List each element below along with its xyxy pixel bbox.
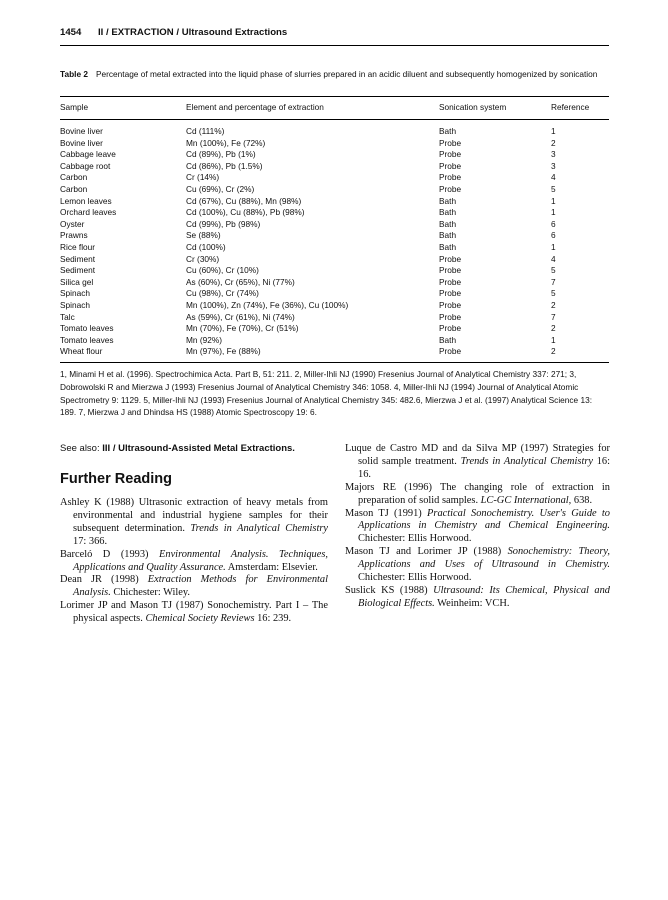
reference-details: Chichester: Wiley.	[110, 587, 191, 599]
reference-title: Trends in Analytical Chemistry	[190, 522, 328, 534]
table-cell: Rice flour	[60, 241, 96, 252]
table-cell: As (60%), Cr (65%), Ni (77%)	[186, 276, 295, 287]
table-cell: 1	[551, 126, 556, 136]
table-cell: 3	[551, 149, 556, 160]
table-cell: 1	[551, 207, 556, 218]
table-cell: Cd (100%)	[186, 241, 226, 252]
table-cell: 2	[551, 346, 556, 357]
table-cell: Probe	[439, 299, 462, 310]
table-cell: Bath	[439, 126, 457, 136]
table-cell: Cu (98%), Cr (74%)	[186, 288, 259, 299]
table-row	[60, 161, 609, 173]
see-also-prefix: See also:	[60, 443, 100, 454]
table-cell: 5	[551, 288, 556, 299]
table-cell: 4	[551, 253, 556, 264]
table-cell: Cu (60%), Cr (10%)	[186, 265, 259, 276]
reference-text: Mason TJ (1991)	[345, 507, 428, 519]
table-row	[60, 265, 609, 277]
table-row	[60, 196, 609, 208]
reference-title: LC-GC International,	[480, 494, 572, 506]
reference-item	[345, 585, 610, 611]
table-cell: Spinach	[60, 299, 90, 310]
table-cell: Probe	[439, 323, 462, 334]
reference-title: Ultrasound: Its Chemical, Physical and Biological Effects.	[358, 584, 610, 609]
table-cell: Probe	[439, 346, 462, 357]
table-cell: Mn (70%), Fe (70%), Cr (51%)	[186, 323, 299, 334]
table-cell: 5	[551, 265, 556, 276]
reference-item	[345, 443, 610, 482]
table-footnote: 1, Minami H et al. (1996). Spectrochimica Acta. Part B, 51: 211. 2, Miller-Ihli NJ (1990) Fresenius Journal of Analytical Chemistry 337: 271; 3, Dobrowolski R and Mierzwa J (1993) Fresenius Journal of Analytical Chemistry 346: 1058. 4, Miller-Ihli NJ (1994) Journal of Analytical Atomic Spectrometry 9: 1129. 5, Miller-Ihli NJ (1993) Fresenius Journal of Analytical Chemistry 345: 482.6, Mierzwa J et al. (1997) Analytical Science 13: 189. 7, Mierzwa J and Dhindsa HS (1988) Atomic Spectroscopy 19: 6.	[60, 369, 593, 418]
reference-item	[345, 482, 610, 508]
column-header: Sonication system	[439, 102, 507, 112]
reference-text: Ashley K (1988) Ultrasonic extraction of heavy metals from environmental and industrial hygiene samples for their subsequent determination.	[60, 497, 328, 534]
table-row	[60, 300, 609, 312]
table-cell: Carbon	[60, 183, 88, 194]
table-cell: Probe	[439, 149, 462, 160]
reference-title: Practical Sonochemistry. User's Guide to Applications in Chemistry and Chemical Engineering.	[358, 507, 610, 532]
table-cell: Bath	[439, 230, 457, 241]
reference-text: Suslick KS (1988)	[345, 584, 434, 596]
section-title: II / EXTRACTION / Ultrasound Extractions	[98, 27, 288, 38]
running-header	[60, 27, 609, 38]
table-row	[60, 149, 609, 161]
table-row	[60, 254, 609, 266]
reference-text: Luque de Castro MD and da Silva MP (1997) Strategies for solid sample treatment.	[345, 443, 610, 467]
column-header: Sample	[60, 102, 89, 112]
table-row	[60, 335, 609, 347]
table-bottom-rule	[60, 362, 609, 363]
reference-list-left	[60, 497, 328, 626]
table-cell: Mn (92%)	[186, 334, 222, 345]
table-row	[60, 230, 609, 242]
reference-item	[60, 574, 328, 600]
table-cell: 6	[551, 218, 556, 229]
table-header-rule	[60, 119, 609, 120]
table-cell: Probe	[439, 160, 462, 171]
table-row	[60, 312, 609, 324]
reference-text: Dean JR (1998)	[60, 574, 148, 586]
table-cell: Cabbage leave	[60, 149, 116, 160]
table-cell: Tomato leaves	[60, 334, 114, 345]
table-cell: Probe	[439, 288, 462, 299]
table-row	[60, 138, 609, 150]
table-cell: 2	[551, 323, 556, 334]
table-cell: Cd (99%), Pb (98%)	[186, 218, 261, 229]
table-cell: 5	[551, 183, 556, 194]
table-cell: Oyster	[60, 218, 85, 229]
table-cell: Sediment	[60, 253, 96, 264]
header-rule	[60, 45, 609, 46]
table-cell: Probe	[439, 137, 462, 148]
table-cell: Cd (100%), Cu (88%), Pb (98%)	[186, 207, 305, 218]
table-label: Table 2	[60, 69, 88, 79]
table-cell: Wheat flour	[60, 346, 103, 357]
table-row	[60, 219, 609, 231]
table-cell: 4	[551, 172, 556, 183]
reference-text: Barceló D (1993)	[60, 548, 160, 560]
table-cell: Cd (86%), Pb (1.5%)	[186, 160, 263, 171]
reference-details: 16: 16.	[358, 455, 610, 480]
reference-text: Lorimer JP and Mason TJ (1987) Sonochemistry. Part I – The physical aspects.	[60, 600, 328, 625]
see-also-link[interactable]: III / Ultrasound-Assisted Metal Extractions.	[102, 443, 295, 454]
table-cell: 1	[551, 241, 556, 252]
reference-details: Weinheim: VCH.	[434, 597, 510, 609]
table-cell: 2	[551, 299, 556, 310]
table-cell: Mn (97%), Fe (88%)	[186, 346, 261, 357]
reference-item	[60, 549, 328, 575]
table-cell: Cd (89%), Pb (1%)	[186, 149, 256, 160]
table-cell: Mn (100%), Fe (72%)	[186, 137, 266, 148]
table-cell: Probe	[439, 265, 462, 276]
table-row	[60, 323, 609, 335]
reference-list-right	[345, 443, 610, 611]
table-cell: Orchard leaves	[60, 207, 117, 218]
column-header: Reference	[551, 102, 590, 112]
table-row	[60, 184, 609, 196]
table-cell: 1	[551, 195, 556, 206]
reference-details: Chichester: Ellis Horwood.	[358, 572, 472, 584]
table-cell: Spinach	[60, 288, 90, 299]
see-also	[60, 443, 330, 454]
table-cell: 7	[551, 311, 556, 322]
reference-title: Extraction Methods for Environmental Analysis.	[73, 574, 328, 599]
table-row	[60, 288, 609, 300]
table-cell: Se (88%)	[186, 230, 221, 241]
table-cell: Cd (111%)	[186, 126, 225, 136]
table-cell: Bath	[439, 334, 457, 345]
table-cell: Lemon leaves	[60, 195, 112, 206]
table-cell: Carbon	[60, 172, 88, 183]
table-cell: Probe	[439, 276, 462, 287]
table-top-rule	[60, 96, 609, 97]
table-cell: Bovine liver	[60, 126, 103, 136]
reference-text: Mason TJ and Lorimer JP (1988)	[345, 546, 508, 558]
table-row	[60, 207, 609, 219]
table-cell: Prawns	[60, 230, 88, 241]
table-cell: 3	[551, 160, 556, 171]
table-cell: Tomato leaves	[60, 323, 114, 334]
table-cell: Sediment	[60, 265, 96, 276]
table-row	[60, 126, 609, 138]
table-caption-text: Percentage of metal extracted into the liquid phase of slurries prepared in an acidic diluent and subsequently homogenized by sonication	[95, 69, 598, 79]
table-cell: Probe	[439, 183, 462, 194]
reference-details: 638.	[571, 494, 593, 506]
reference-item	[60, 600, 328, 626]
reference-item	[345, 546, 610, 585]
reference-item	[60, 497, 328, 549]
reference-title: Chemical Society Reviews	[145, 613, 255, 625]
table-row	[60, 346, 609, 358]
reference-item	[345, 508, 610, 547]
table-cell: Probe	[439, 172, 462, 183]
table-cell: Probe	[439, 253, 462, 264]
table-cell: Cr (14%)	[186, 172, 220, 183]
table-cell: Silica gel	[60, 276, 94, 287]
table-cell: Bath	[439, 195, 457, 206]
table-row	[60, 242, 609, 254]
table-cell: Bath	[439, 218, 457, 229]
table-cell: Cd (67%), Cu (88%), Mn (98%)	[186, 195, 302, 206]
reference-details: Amsterdam: Elsevier.	[225, 561, 318, 573]
table-row	[60, 277, 609, 289]
table-cell: Bath	[439, 207, 457, 218]
table-cell: 6	[551, 230, 556, 241]
page-number: 1454	[60, 27, 82, 38]
table-cell: 1	[551, 334, 556, 345]
reference-details: 17: 366.	[73, 535, 108, 547]
reference-text: Majors RE (1996) The changing role of extraction in preparation of solid samples.	[345, 481, 610, 506]
table-cell: As (59%), Cr (61%), Ni (74%)	[186, 311, 295, 322]
table-cell: Cu (69%), Cr (2%)	[186, 183, 255, 194]
table-cell: Talc	[60, 311, 75, 322]
reference-title: Trends in Analytical Chemistry	[460, 455, 593, 467]
reference-details: 16: 239.	[254, 613, 292, 625]
table-cell: Cr (30%)	[186, 253, 220, 264]
table-cell: 7	[551, 276, 556, 287]
table-row	[60, 172, 609, 184]
reference-details: Chichester: Ellis Horwood.	[358, 533, 472, 545]
table-cell: Probe	[439, 311, 462, 322]
table-cell: Cabbage root	[60, 160, 111, 171]
table-cell: Bovine liver	[60, 137, 103, 148]
table-cell: Mn (100%), Zn (74%), Fe (36%), Cu (100%)	[186, 299, 349, 310]
table-cell: Bath	[439, 241, 457, 252]
column-header: Element and percentage of extraction	[186, 102, 324, 112]
table-cell: 2	[551, 137, 556, 148]
reference-title: Sonochemistry: Theory, Applications and Uses of Ultrasound in Chemistry.	[358, 546, 610, 571]
reference-title: Environmental Analysis. Techniques, Applications and Quality Assurance.	[73, 548, 328, 573]
table-caption	[60, 68, 609, 80]
further-reading-heading: Further Reading	[60, 471, 172, 487]
table-body	[60, 126, 609, 358]
